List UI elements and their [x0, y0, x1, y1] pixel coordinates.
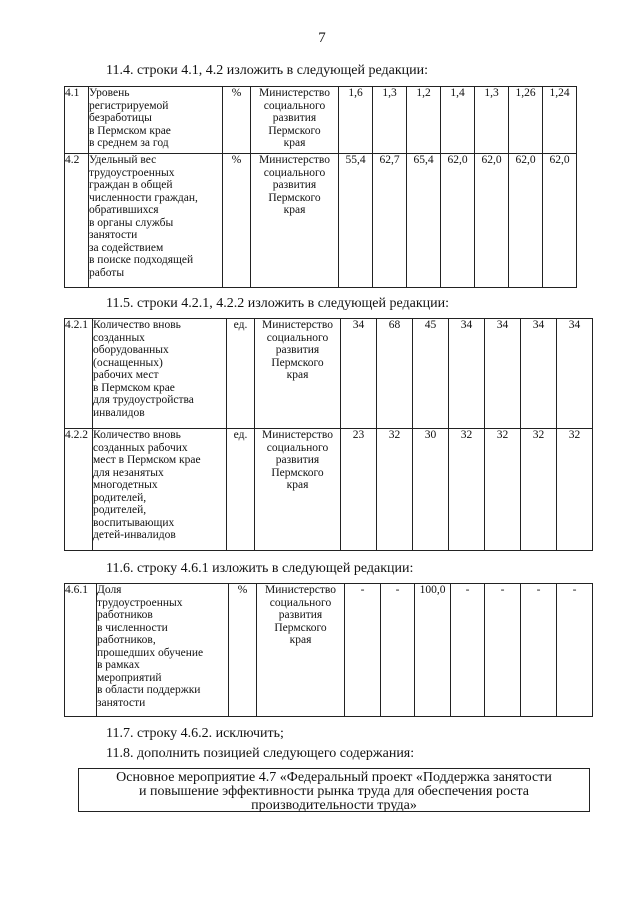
row-number: 4.1: [65, 87, 89, 154]
table-row: [65, 429, 593, 551]
unit-cell: %: [229, 584, 257, 717]
value-cell: 23: [341, 429, 377, 551]
responsible-org: Министерство социального развития Пермского края: [255, 429, 341, 551]
responsible-org: Министерство социального развития Пермского края: [255, 319, 341, 429]
value-cell: 1,3: [373, 87, 407, 154]
value-cell: -: [451, 584, 485, 717]
value-cell: 34: [449, 319, 485, 429]
paragraph-11-6: 11.6. строку 4.6.1 изложить в следующей редакции:: [106, 561, 414, 576]
responsible-org: Министерство социального развития Пермского края: [251, 87, 339, 154]
value-cell: 1,3: [475, 87, 509, 154]
value-cell: 32: [449, 429, 485, 551]
value-cell: 62,0: [441, 154, 475, 288]
indicator-name: Количество вновь созданных рабочих мест в Пермском крае для незанятых многодетных родителей, родителей, воспитывающих детей-инвалидов: [93, 429, 227, 551]
indicator-name: Количество вновь созданных оборудованных (оснащенных) рабочих мест в Пермском крае для трудоустройства инвалидов: [93, 319, 227, 429]
indicator-name: Уровень регистрируемой безработицы в Пермском крае в среднем за год: [89, 87, 223, 154]
value-cell: -: [485, 584, 521, 717]
value-cell: 32: [485, 429, 521, 551]
paragraph-11-5: 11.5. строки 4.2.1, 4.2.2 изложить в следующей редакции:: [106, 296, 450, 311]
value-cell: 34: [557, 319, 593, 429]
value-cell: 1,6: [339, 87, 373, 154]
main-activity-heading-box: [78, 768, 590, 812]
value-cell: 55,4: [339, 154, 373, 288]
value-cell: 30: [413, 429, 449, 551]
value-cell: 32: [377, 429, 413, 551]
responsible-org: Министерство социального развития Пермского края: [257, 584, 345, 717]
value-cell: 1,24: [543, 87, 577, 154]
table-row: [65, 87, 577, 154]
value-cell: 100,0: [415, 584, 451, 717]
table-row: [65, 584, 593, 717]
value-cell: -: [521, 584, 557, 717]
value-cell: 62,0: [543, 154, 577, 288]
value-cell: 62,0: [475, 154, 509, 288]
value-cell: -: [381, 584, 415, 717]
value-cell: -: [557, 584, 593, 717]
box-line: Основное мероприятие 4.7 «Федеральный проект «Поддержка занятости: [116, 770, 552, 785]
value-cell: 34: [485, 319, 521, 429]
responsible-org: Министерство социального развития Пермского края: [251, 154, 339, 288]
row-number: 4.6.1: [65, 584, 97, 717]
row-number: 4.2.1: [65, 319, 93, 429]
paragraph-11-4: 11.4. строки 4.1, 4.2 изложить в следующей редакции:: [106, 63, 429, 78]
paragraph-11-7: 11.7. строку 4.6.2. исключить;: [106, 726, 284, 741]
value-cell: 32: [557, 429, 593, 551]
unit-cell: ед.: [227, 319, 255, 429]
value-cell: 32: [521, 429, 557, 551]
value-cell: 1,2: [407, 87, 441, 154]
row-number: 4.2: [65, 154, 89, 288]
unit-cell: %: [223, 154, 251, 288]
box-line: и повышение эффективности рынка труда для обеспечения роста: [138, 784, 530, 799]
indicator-table-4-1-4-2: [64, 86, 577, 288]
row-number: 4.2.2: [65, 429, 93, 551]
value-cell: 45: [413, 319, 449, 429]
value-cell: 68: [377, 319, 413, 429]
value-cell: -: [345, 584, 381, 717]
page-number: 7: [318, 30, 326, 46]
value-cell: 62,7: [373, 154, 407, 288]
value-cell: 62,0: [509, 154, 543, 288]
indicator-name: Доля трудоустроенных работников в численности работников, прошедших обучение в рамках мероприятий в области поддержки занятости: [97, 584, 229, 717]
value-cell: 34: [521, 319, 557, 429]
indicator-name: Удельный вес трудоустроенных граждан в общей численности граждан, обратившихся в органы службы занятости за содействием в поиске подходящей работы: [89, 154, 223, 288]
indicator-table-4-2-1-4-2-2: [64, 318, 593, 551]
unit-cell: %: [223, 87, 251, 154]
unit-cell: ед.: [227, 429, 255, 551]
value-cell: 1,4: [441, 87, 475, 154]
value-cell: 34: [341, 319, 377, 429]
value-cell: 65,4: [407, 154, 441, 288]
value-cell: 1,26: [509, 87, 543, 154]
table-row: [65, 154, 577, 288]
paragraph-11-8: 11.8. дополнить позицией следующего содержания:: [106, 746, 415, 761]
indicator-table-4-6-1: [64, 583, 593, 717]
table-row: [65, 319, 593, 429]
box-line: производительности труда»: [251, 798, 417, 813]
